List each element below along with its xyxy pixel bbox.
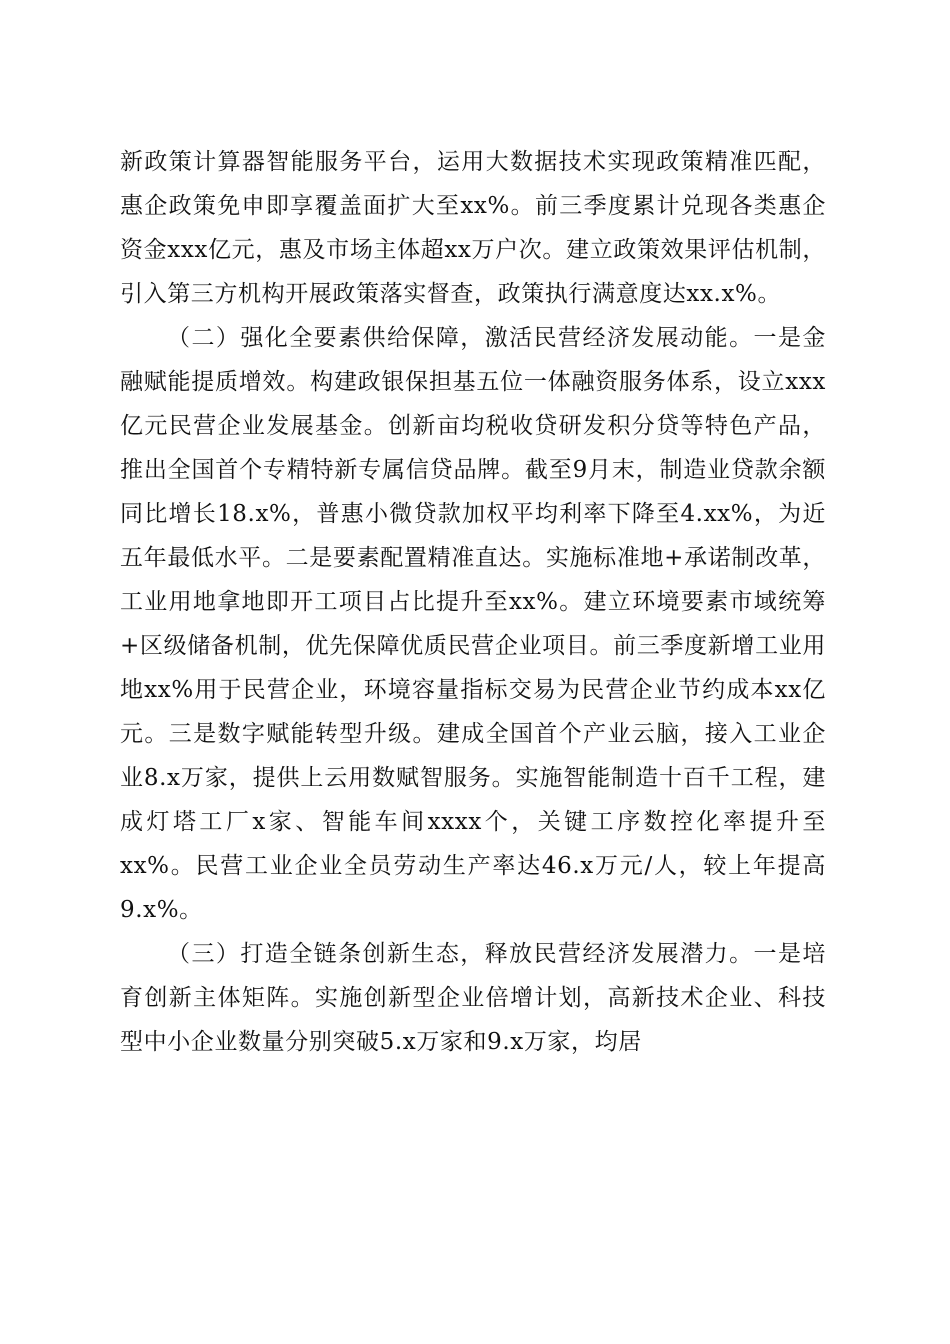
paragraph-1: 新政策计算器智能服务平台，运用大数据技术实现政策精准匹配，惠企政策免申即享覆盖面扩大至xx%。前三季度累计兑现各类惠企资金xxx亿元，惠及市场主体超xx万户次。建立政策效果评估机制，引入第三方机构开展政策落实督查，政策执行满意度达xx.x%。	[120, 149, 826, 307]
paragraph-3: （三）打造全链条创新生态，释放民营经济发展潜力。一是培育创新主体矩阵。实施创新型企业倍增计划，高新技术企业、科技型中小企业数量分别突破5.x万家和9.x万家，均居	[120, 941, 826, 1055]
paragraph-2: （二）强化全要素供给保障，激活民营经济发展动能。一是金融赋能提质增效。构建政银保担基五位一体融资服务体系，设立xxx亿元民营企业发展基金。创新亩均税收贷研发积分贷等特色产品，推出全国首个专精特新专属信贷品牌。截至9月末，制造业贷款余额同比增长18.x%，普惠小微贷款加权平均利率下降至4.xx%，为近五年最低水平。二是要素配置精准直达。实施标准地+承诺制改革，工业用地拿地即开工项目占比提升至xx%。建立环境要素市域统筹+区级储备机制，优先保障优质民营企业项目。前三季度新增工业用地xx%用于民营企业，环境容量指标交易为民营企业节约成本xx亿元。三是数字赋能转型升级。建成全国首个产业云脑，接入工业企业8.x万家，提供上云用数赋智服务。实施智能制造十百千工程，建成灯塔工厂x家、智能车间xxxx个，关键工序数控化率提升至xx%。民营工业企业全员劳动生产率达46.x万元/人，较上年提高9.x%。	[120, 325, 826, 923]
document-body	[120, 140, 826, 1064]
